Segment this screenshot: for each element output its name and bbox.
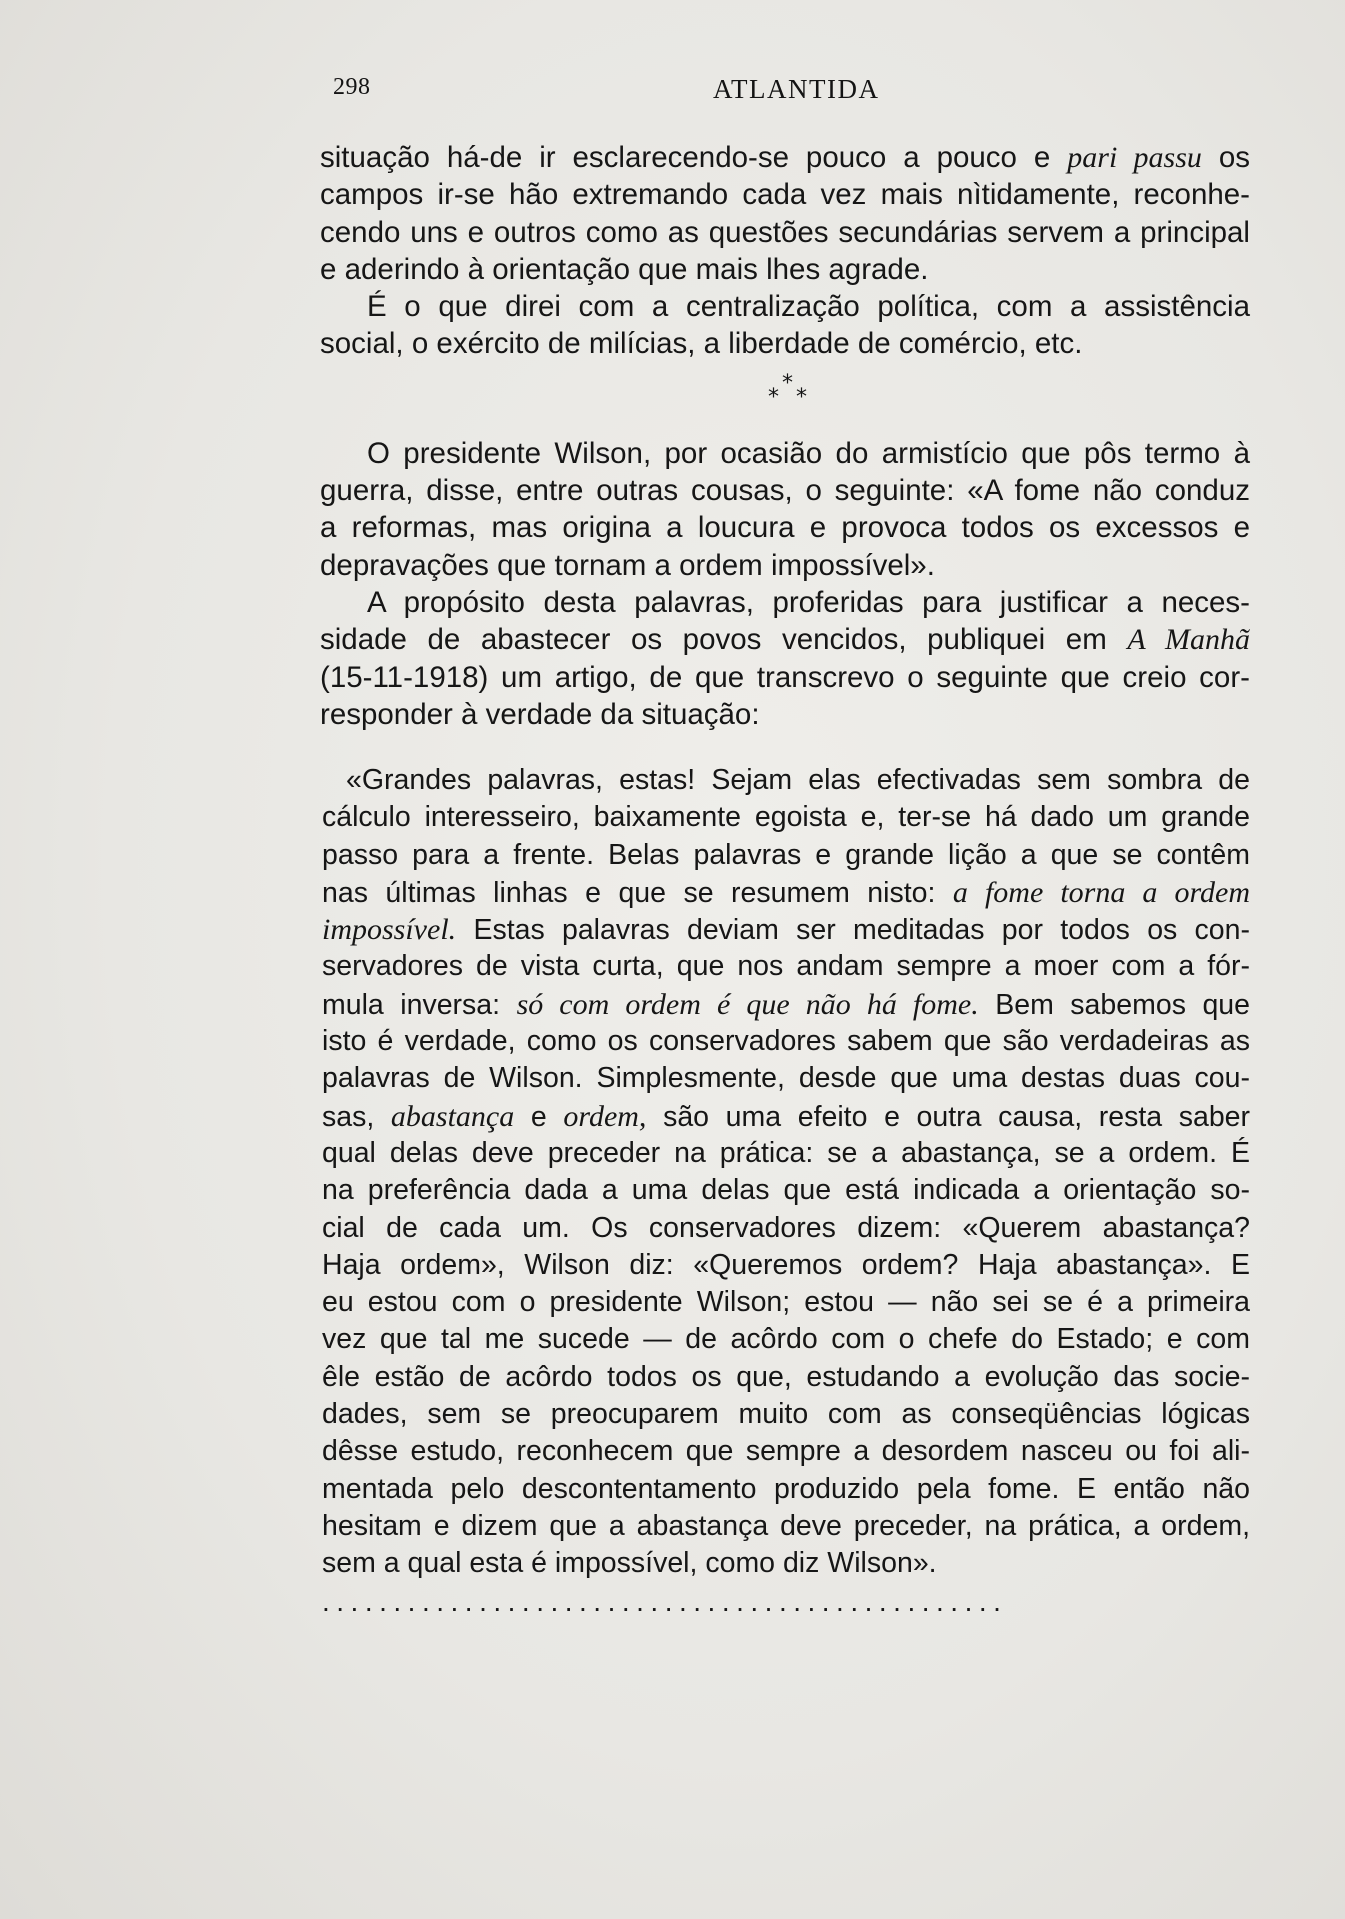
text-line: a reformas, mas origina a loucura e provoca todos os excessos e: [320, 511, 1250, 545]
text-line: campos ir-se hão extremando cada vez mais nìtidamente, reconhe-: [320, 178, 1250, 212]
italic-word: abastança: [390, 1099, 515, 1133]
text-line: mentada pelo descontentamento produzido pela fome. E então não: [322, 1472, 1250, 1505]
text-line: mula inversa: só com ordem é que não há fome. Bem sabemos que: [322, 987, 1250, 1021]
text-line: na preferência dada a uma delas que está indicada a orientação so-: [322, 1174, 1250, 1207]
text-line: situação há-de ir esclarecendo-se pouco a pouco e pari passu os: [320, 141, 1250, 174]
ellipsis-row: ................................................: [322, 1585, 1008, 1617]
text-line: palavras de Wilson. Simplesmente, desde que uma destas duas cou-: [322, 1062, 1250, 1095]
newspaper-title: A Manhã: [1127, 623, 1250, 657]
text-line: sidade de abastecer os povos vencidos, publiquei em A Manhã: [320, 623, 1250, 657]
text-line: êle estão de acôrdo todos os que, estudando a evolução das socie-: [322, 1360, 1250, 1393]
text-line: passo para a frente. Belas palavras e grande lição a que se contêm: [322, 838, 1250, 871]
text-line: Haja ordem», Wilson diz: «Queremos ordem? Haja abastança». E: [322, 1248, 1250, 1281]
text-line: isto é verdade, como os conservadores sabem que são verdadeiras as: [322, 1025, 1250, 1058]
text-line: O presidente Wilson, por ocasião do armistício que pôs termo à: [367, 436, 1250, 470]
text-line: e aderindo à orientação que mais lhes agrade.: [320, 252, 929, 286]
text-line: impossível. Estas palavras deviam ser meditadas por todos os con-: [322, 913, 1250, 947]
text-line: sem a qual esta é impossível, como diz Wilson».: [322, 1547, 937, 1580]
text-line: dêsse estudo, reconhecem que sempre a desordem nasceu ou foi ali-: [322, 1435, 1250, 1468]
running-title: ATLANTIDA: [713, 74, 880, 104]
asterism-star-right: *: [796, 384, 807, 410]
page-number: 298: [333, 74, 371, 100]
text-line: cálculo interesseiro, baixamente egoista e, ter-se há dado um grande: [322, 801, 1250, 834]
asterism-star-top: *: [782, 370, 793, 396]
text-line: servadores de vista curta, que nos andam sempre a moer com a fór-: [322, 950, 1250, 983]
text-line: vez que tal me sucede — de acôrdo com o chefe do Estado; e com: [322, 1323, 1250, 1356]
text-line: responder à verdade da situação:: [320, 697, 760, 731]
italic-phrase: pari passu: [1067, 141, 1202, 174]
text-line: nas últimas linhas e que se resumem nisto: a fome torna a ordem: [322, 875, 1251, 909]
text-line: «Grandes palavras, estas! Sejam elas efectivadas sem sombra de: [346, 764, 1250, 796]
text-line: cial de cada um. Os conservadores dizem: «Querem abastança?: [322, 1211, 1250, 1244]
page-header: [333, 74, 1251, 114]
text-line: guerra, disse, entre outras cousas, o seguinte: «A fome não conduz: [320, 474, 1250, 508]
text-line: eu estou com o presidente Wilson; estou — não sei se é a primeira: [322, 1286, 1250, 1319]
text-line: É o que direi com a centralização política, com a assistência: [367, 290, 1250, 324]
italic-phrase: a fome torna a ordem: [952, 875, 1251, 909]
body-text: [320, 139, 1250, 733]
quoted-block: [322, 762, 1250, 1620]
text-line: cendo uns e outros como as questões secundárias servem a principal: [320, 215, 1250, 249]
text-line: depravações que tornam a ordem impossível».: [320, 548, 935, 582]
italic-phrase: impossível.: [322, 913, 457, 947]
text-line: (15-11-1918) um artigo, de que transcrevo o seguinte que creio cor-: [320, 660, 1250, 694]
asterism-ornament: [320, 363, 1250, 435]
italic-word: ordem,: [563, 1099, 647, 1133]
text-line: social, o exército de milícias, a liberdade de comércio, etc.: [320, 327, 1083, 361]
italic-phrase: só com ordem é que não há fome.: [516, 987, 979, 1021]
text-line: hesitam e dizem que a abastança deve preceder, na prática, a ordem,: [322, 1509, 1250, 1542]
text-line: qual delas deve preceder na prática: se a abastança, se a ordem. É: [322, 1136, 1250, 1169]
text-line: sas, abastança e ordem, são uma efeito e outra causa, resta saber: [322, 1099, 1251, 1133]
text-line: A propósito desta palavras, proferidas para justificar a neces-: [367, 585, 1250, 619]
asterism-star-left: *: [768, 384, 779, 410]
text-line: dades, sem se preocuparem muito com as conseqüências lógicas: [322, 1398, 1250, 1431]
